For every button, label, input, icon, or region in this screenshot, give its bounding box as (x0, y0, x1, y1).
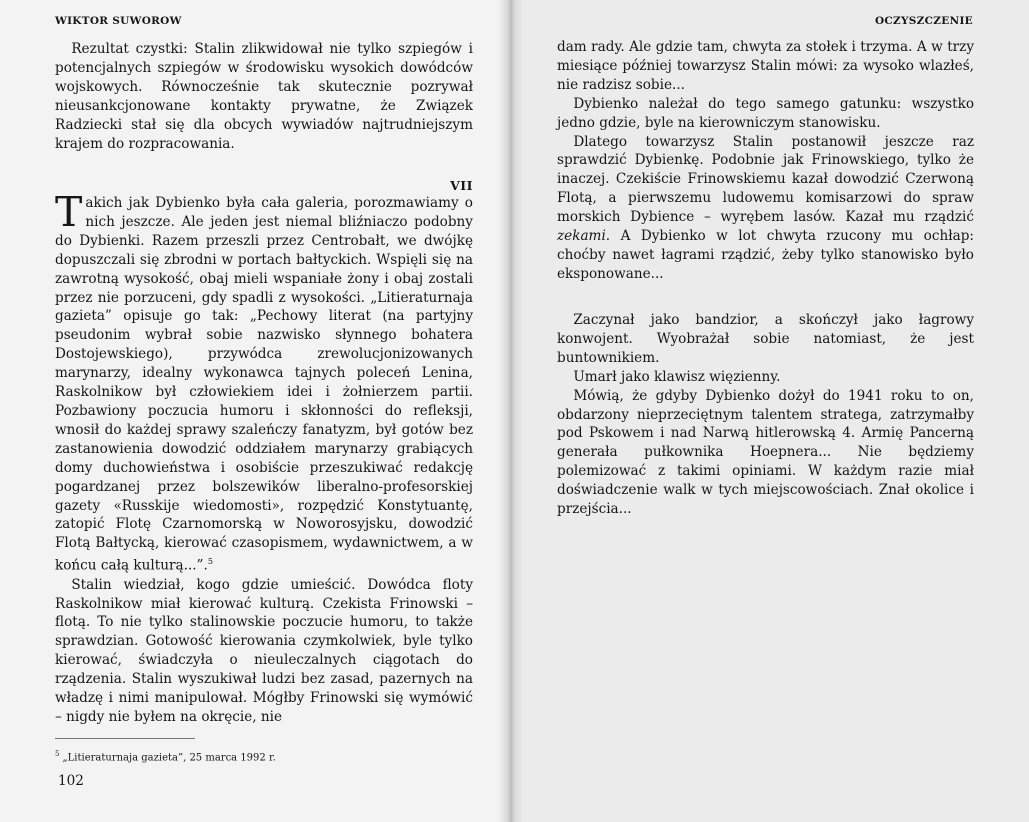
right-page (508, 0, 1029, 822)
footnote-rule (55, 738, 195, 739)
running-head: OCZYSZCZENIE (874, 15, 973, 27)
section-paragraph-1-text: akich jak Dybienko była cała galeria, porozmawiamy o nich jeszcze. Ale jeden jest niemal bliźniaczo podobny do Dybienki. Razem przeszli przez Centrobałt, we dwójkę dopuszczali się zbrodni w portach bałtyckich. Wspięli się na zawrotną wysokość, obaj mieli wspaniałe żony i obaj zostali przez nie porzuceni, gdy spadli z wysokości. „Litieraturnaja gazieta” opisuje go tak: „Pechowy literat (na partyjny pseudonim wybrał sobie nazwisko słynnego bohatera Dostojewskiego), przywódca zrewolucjonizowanych marynarzy, idealny wykonawca tajnych poleceń Lenina, Raskolnikow był człowiekiem idei i żołnierzem partii. Pozbawiony poczucia humoru i skłonności do refleksji, wnosił do każdej sprawy szaleńczy fanatyzm, był gotów bez zastanowienia dowodzić oddziałem marynarzy grabiących domy duchowieństwa i osobiście przeszukiwać redakcję pogardzanej przez bolszewików liberalno-profesorskiej gazety «Russkije wiedomosti», rozpędzić Konstytuantę, zatopić Flotę Czarnomorską w Noworosyjsku, dowodzić Flotą Bałtycką, kierować czasopismem, wydawnictwem, a w końcu całą kulturą...”. (55, 195, 473, 574)
section-paragraph-2: Stalin wiedział, kogo gdzie umieścić. Dowódca floty Raskolnikow miał kierować kulturą. Czekista Frinowski – flotą. To nie tylko stalinowskie poczucie humoru, to także sprawdzian. Gotowość kierowania czymkolwiek, byle tylko kierować, świadczyła o nieuleczalnych ciągotach do rządzenia. Stalin wyszukiwał ludzi bez zasad, pazernych na władzę i nimi manipulował. Mógłby Frinowski się wymówić – nigdy nie byłem na okręcie, nie (55, 576, 473, 725)
paragraph-3-b: . A Dybienko w lot chwyta rzucony mu ochłap: choćby nawet łagrami rządzić, żeby tylko stanowisko było eksponowane... (557, 228, 974, 282)
running-head: WIKTOR SUWOROW (55, 15, 182, 27)
paragraph-3-italic: zekami (557, 228, 606, 245)
drop-cap: T (55, 188, 83, 236)
section-text-block (55, 188, 473, 727)
book-gutter (498, 0, 524, 822)
right-text-block-top (557, 38, 974, 284)
page-number: 102 (58, 773, 84, 789)
footnote-ref: 5 (207, 557, 213, 567)
section-paragraph-1 (55, 188, 473, 576)
paragraph-3 (557, 133, 974, 284)
paragraph-2: Dybienko należał do tego samego gatunku: wszystko jedno gdzie, byle na kierowniczym stanowisku. (557, 95, 974, 131)
paragraph-4: Zaczynał jako bandzior, a skończył jako łagrowy konwojent. Wyobrażał sobie natomiast, że jest buntownikiem. (557, 312, 974, 366)
left-page (0, 0, 508, 822)
right-text-block-bottom (557, 311, 974, 519)
paragraph-6: Mówią, że gdyby Dybienko dożył do 1941 roku to on, obdarzony nieprzeciętnym talentem stratega, zatrzymałby pod Pskowem i nad Narwą hitlerowską 4. Armię Pancerną generała pułkownika Hoepnera... Nie będziemy polemizować z takimi opiniami. W każdym razie miał doświadczenie walk w tych miejscowościach. Znał okolice i przejścia... (557, 387, 974, 518)
top-paragraph: Rezultat czystki: Stalin zlikwidował nie tylko szpiegów i potencjalnych szpiegów w środowisku wysokich dowódców wojskowych. Równocześnie tak skutecznie pozrywał nieusankcjonowane kontakty prywatne, że Związek Radziecki stał się dla obcych wywiadów najtrudniejszym krajem do rozpracowania. (55, 41, 473, 152)
footnote (55, 750, 276, 763)
chapter-heading (55, 178, 473, 193)
footnote-text: „Litieraturnaja gazieta”, 25 marca 1992 r. (62, 752, 276, 764)
paragraph-3-a: Dlatego towarzysz Stalin postanowił jeszcze raz sprawdzić Dybienkę. Podobnie jak Frinowskiego, tylko że inaczej. Czekiście Frinowskiemu kazał dowodzić Czerwoną Flotą, a pierwszemu ludowemu komisarzowi do spraw morskich Dybience – wyrębem lasów. Kazał mu rządzić (557, 133, 974, 226)
paragraph-5: Umarł jako klawisz więzienny. (573, 368, 781, 385)
intro-text-block (55, 40, 473, 153)
footnote-number: 5 (55, 750, 60, 758)
chapter-number: VII (450, 178, 473, 193)
paragraph-1: dam rady. Ale gdzie tam, chwyta za stołek i trzyma. A w trzy miesiące później towarzysz Stalin mówi: za wysoko wlazłeś, nie radzisz sobie... (557, 39, 974, 93)
